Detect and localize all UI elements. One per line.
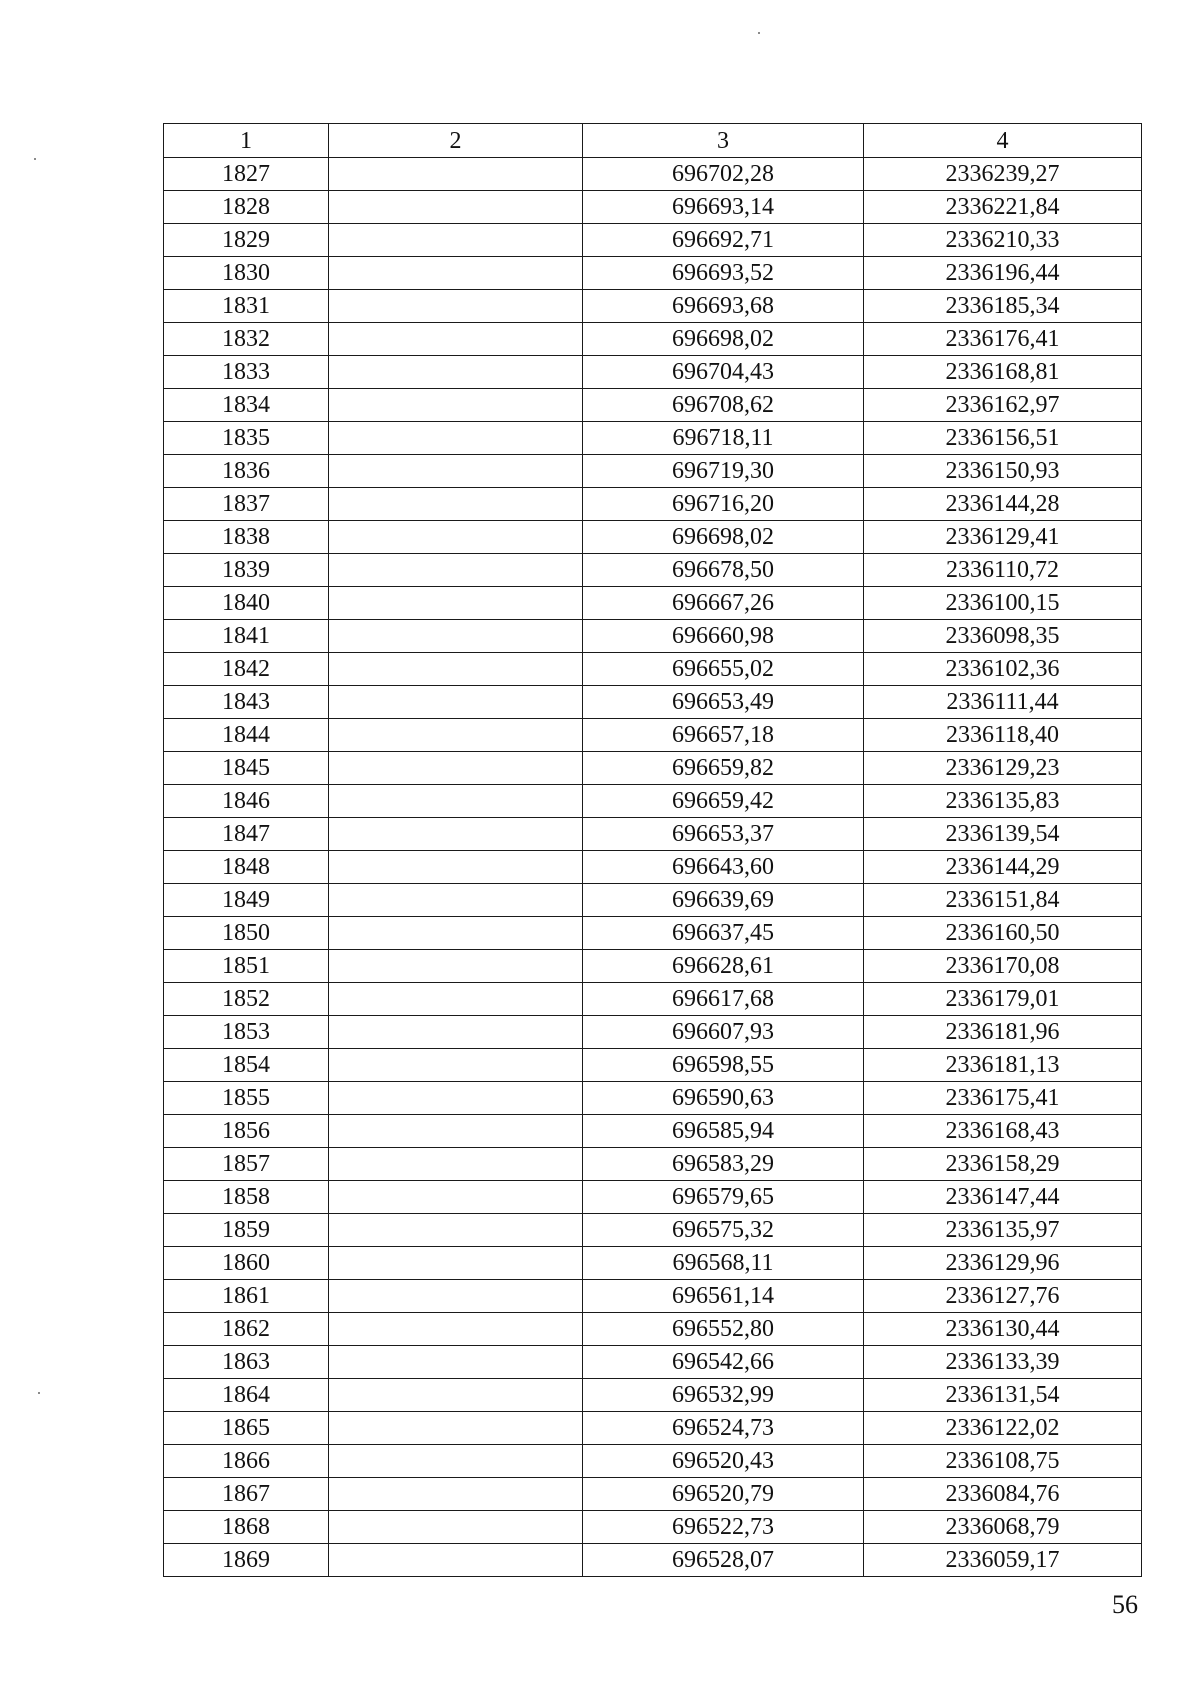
empty-cell <box>329 1478 583 1511</box>
x-coordinate-cell: 696575,32 <box>583 1214 864 1247</box>
point-number-cell: 1863 <box>164 1346 329 1379</box>
y-coordinate-cell: 2336059,17 <box>864 1544 1142 1577</box>
empty-cell <box>329 323 583 356</box>
y-coordinate-cell: 2336068,79 <box>864 1511 1142 1544</box>
point-number-cell: 1841 <box>164 620 329 653</box>
table-row <box>164 290 1142 323</box>
table-row <box>164 455 1142 488</box>
point-number-cell: 1847 <box>164 818 329 851</box>
table-row <box>164 488 1142 521</box>
point-number-cell: 1827 <box>164 158 329 191</box>
empty-cell <box>329 917 583 950</box>
point-number-cell: 1838 <box>164 521 329 554</box>
x-coordinate-cell: 696693,14 <box>583 191 864 224</box>
table-row <box>164 257 1142 290</box>
y-coordinate-cell: 2336108,75 <box>864 1445 1142 1478</box>
empty-cell <box>329 521 583 554</box>
x-coordinate-cell: 696693,68 <box>583 290 864 323</box>
empty-cell <box>329 818 583 851</box>
point-number-cell: 1858 <box>164 1181 329 1214</box>
table-row <box>164 521 1142 554</box>
y-coordinate-cell: 2336185,34 <box>864 290 1142 323</box>
table-row <box>164 323 1142 356</box>
scan-speck <box>38 1392 40 1394</box>
x-coordinate-cell: 696598,55 <box>583 1049 864 1082</box>
point-number-cell: 1867 <box>164 1478 329 1511</box>
point-number-cell: 1829 <box>164 224 329 257</box>
x-coordinate-cell: 696637,45 <box>583 917 864 950</box>
table-row <box>164 1379 1142 1412</box>
point-number-cell: 1864 <box>164 1379 329 1412</box>
empty-cell <box>329 983 583 1016</box>
x-coordinate-cell: 696698,02 <box>583 323 864 356</box>
table-header-row <box>164 124 1142 158</box>
empty-cell <box>329 1148 583 1181</box>
table-row <box>164 620 1142 653</box>
x-coordinate-cell: 696653,37 <box>583 818 864 851</box>
empty-cell <box>329 653 583 686</box>
point-number-cell: 1869 <box>164 1544 329 1577</box>
empty-cell <box>329 686 583 719</box>
x-coordinate-cell: 696659,82 <box>583 752 864 785</box>
x-coordinate-cell: 696607,93 <box>583 1016 864 1049</box>
table-row <box>164 686 1142 719</box>
empty-cell <box>329 884 583 917</box>
table-row <box>164 785 1142 818</box>
table-row <box>164 1511 1142 1544</box>
table-row <box>164 1016 1142 1049</box>
table-row <box>164 1478 1142 1511</box>
table-row <box>164 950 1142 983</box>
y-coordinate-cell: 2336150,93 <box>864 455 1142 488</box>
point-number-cell: 1833 <box>164 356 329 389</box>
empty-cell <box>329 191 583 224</box>
x-coordinate-cell: 696520,43 <box>583 1445 864 1478</box>
point-number-cell: 1828 <box>164 191 329 224</box>
y-coordinate-cell: 2336239,27 <box>864 158 1142 191</box>
y-coordinate-cell: 2336221,84 <box>864 191 1142 224</box>
table-row <box>164 719 1142 752</box>
point-number-cell: 1866 <box>164 1445 329 1478</box>
empty-cell <box>329 1544 583 1577</box>
scan-speck <box>34 158 36 160</box>
empty-cell <box>329 587 583 620</box>
empty-cell <box>329 1181 583 1214</box>
coordinates-table <box>163 123 1142 1577</box>
x-coordinate-cell: 696639,69 <box>583 884 864 917</box>
empty-cell <box>329 1445 583 1478</box>
y-coordinate-cell: 2336100,15 <box>864 587 1142 620</box>
point-number-cell: 1854 <box>164 1049 329 1082</box>
point-number-cell: 1849 <box>164 884 329 917</box>
empty-cell <box>329 257 583 290</box>
y-coordinate-cell: 2336168,43 <box>864 1115 1142 1148</box>
point-number-cell: 1850 <box>164 917 329 950</box>
x-coordinate-cell: 696579,65 <box>583 1181 864 1214</box>
column-header-4: 4 <box>864 124 1142 158</box>
x-coordinate-cell: 696653,49 <box>583 686 864 719</box>
coordinates-table-body <box>164 124 1142 1577</box>
table-row <box>164 554 1142 587</box>
x-coordinate-cell: 696590,63 <box>583 1082 864 1115</box>
table-row <box>164 224 1142 257</box>
y-coordinate-cell: 2336139,54 <box>864 818 1142 851</box>
x-coordinate-cell: 696561,14 <box>583 1280 864 1313</box>
y-coordinate-cell: 2336133,39 <box>864 1346 1142 1379</box>
y-coordinate-cell: 2336130,44 <box>864 1313 1142 1346</box>
x-coordinate-cell: 696552,80 <box>583 1313 864 1346</box>
x-coordinate-cell: 696520,79 <box>583 1478 864 1511</box>
empty-cell <box>329 1247 583 1280</box>
point-number-cell: 1861 <box>164 1280 329 1313</box>
y-coordinate-cell: 2336110,72 <box>864 554 1142 587</box>
empty-cell <box>329 1082 583 1115</box>
table-row <box>164 917 1142 950</box>
point-number-cell: 1856 <box>164 1115 329 1148</box>
y-coordinate-cell: 2336102,36 <box>864 653 1142 686</box>
x-coordinate-cell: 696698,02 <box>583 521 864 554</box>
empty-cell <box>329 1280 583 1313</box>
x-coordinate-cell: 696702,28 <box>583 158 864 191</box>
y-coordinate-cell: 2336122,02 <box>864 1412 1142 1445</box>
y-coordinate-cell: 2336084,76 <box>864 1478 1142 1511</box>
empty-cell <box>329 752 583 785</box>
point-number-cell: 1843 <box>164 686 329 719</box>
y-coordinate-cell: 2336158,29 <box>864 1148 1142 1181</box>
table-row <box>164 1247 1142 1280</box>
x-coordinate-cell: 696524,73 <box>583 1412 864 1445</box>
point-number-cell: 1837 <box>164 488 329 521</box>
table-row <box>164 884 1142 917</box>
y-coordinate-cell: 2336156,51 <box>864 422 1142 455</box>
y-coordinate-cell: 2336196,44 <box>864 257 1142 290</box>
empty-cell <box>329 1313 583 1346</box>
y-coordinate-cell: 2336129,41 <box>864 521 1142 554</box>
x-coordinate-cell: 696628,61 <box>583 950 864 983</box>
empty-cell <box>329 1511 583 1544</box>
point-number-cell: 1834 <box>164 389 329 422</box>
table-row <box>164 1214 1142 1247</box>
empty-cell <box>329 1214 583 1247</box>
y-coordinate-cell: 2336168,81 <box>864 356 1142 389</box>
table-row <box>164 1445 1142 1478</box>
empty-cell <box>329 455 583 488</box>
y-coordinate-cell: 2336131,54 <box>864 1379 1142 1412</box>
table-row <box>164 587 1142 620</box>
empty-cell <box>329 290 583 323</box>
table-row <box>164 1544 1142 1577</box>
x-coordinate-cell: 696522,73 <box>583 1511 864 1544</box>
empty-cell <box>329 1346 583 1379</box>
empty-cell <box>329 851 583 884</box>
point-number-cell: 1853 <box>164 1016 329 1049</box>
x-coordinate-cell: 696542,66 <box>583 1346 864 1379</box>
point-number-cell: 1835 <box>164 422 329 455</box>
point-number-cell: 1836 <box>164 455 329 488</box>
point-number-cell: 1840 <box>164 587 329 620</box>
table-row <box>164 752 1142 785</box>
table-row <box>164 191 1142 224</box>
table-row <box>164 1082 1142 1115</box>
x-coordinate-cell: 696659,42 <box>583 785 864 818</box>
x-coordinate-cell: 696655,02 <box>583 653 864 686</box>
point-number-cell: 1865 <box>164 1412 329 1445</box>
x-coordinate-cell: 696693,52 <box>583 257 864 290</box>
empty-cell <box>329 224 583 257</box>
table-row <box>164 1313 1142 1346</box>
empty-cell <box>329 1379 583 1412</box>
empty-cell <box>329 158 583 191</box>
table-row <box>164 851 1142 884</box>
table-row <box>164 653 1142 686</box>
x-coordinate-cell: 696617,68 <box>583 983 864 1016</box>
x-coordinate-cell: 696568,11 <box>583 1247 864 1280</box>
table-row <box>164 1181 1142 1214</box>
empty-cell <box>329 950 583 983</box>
column-header-1: 1 <box>164 124 329 158</box>
y-coordinate-cell: 2336144,28 <box>864 488 1142 521</box>
x-coordinate-cell: 696708,62 <box>583 389 864 422</box>
x-coordinate-cell: 696528,07 <box>583 1544 864 1577</box>
point-number-cell: 1868 <box>164 1511 329 1544</box>
x-coordinate-cell: 696660,98 <box>583 620 864 653</box>
empty-cell <box>329 1049 583 1082</box>
empty-cell <box>329 389 583 422</box>
table-row <box>164 356 1142 389</box>
point-number-cell: 1830 <box>164 257 329 290</box>
point-number-cell: 1852 <box>164 983 329 1016</box>
y-coordinate-cell: 2336181,13 <box>864 1049 1142 1082</box>
point-number-cell: 1839 <box>164 554 329 587</box>
empty-cell <box>329 1016 583 1049</box>
table-row <box>164 983 1142 1016</box>
y-coordinate-cell: 2336175,41 <box>864 1082 1142 1115</box>
empty-cell <box>329 785 583 818</box>
empty-cell <box>329 488 583 521</box>
y-coordinate-cell: 2336098,35 <box>864 620 1142 653</box>
table-row <box>164 1280 1142 1313</box>
y-coordinate-cell: 2336111,44 <box>864 686 1142 719</box>
x-coordinate-cell: 696667,26 <box>583 587 864 620</box>
point-number-cell: 1855 <box>164 1082 329 1115</box>
table-row <box>164 158 1142 191</box>
y-coordinate-cell: 2336210,33 <box>864 224 1142 257</box>
point-number-cell: 1832 <box>164 323 329 356</box>
y-coordinate-cell: 2336135,83 <box>864 785 1142 818</box>
x-coordinate-cell: 696692,71 <box>583 224 864 257</box>
point-number-cell: 1848 <box>164 851 329 884</box>
x-coordinate-cell: 696678,50 <box>583 554 864 587</box>
table-row <box>164 389 1142 422</box>
empty-cell <box>329 356 583 389</box>
x-coordinate-cell: 696716,20 <box>583 488 864 521</box>
y-coordinate-cell: 2336118,40 <box>864 719 1142 752</box>
y-coordinate-cell: 2336129,23 <box>864 752 1142 785</box>
y-coordinate-cell: 2336162,97 <box>864 389 1142 422</box>
x-coordinate-cell: 696585,94 <box>583 1115 864 1148</box>
page-number: 56 <box>1112 1590 1138 1619</box>
point-number-cell: 1842 <box>164 653 329 686</box>
point-number-cell: 1859 <box>164 1214 329 1247</box>
empty-cell <box>329 620 583 653</box>
point-number-cell: 1845 <box>164 752 329 785</box>
column-header-3: 3 <box>583 124 864 158</box>
table-row <box>164 1412 1142 1445</box>
empty-cell <box>329 554 583 587</box>
point-number-cell: 1862 <box>164 1313 329 1346</box>
point-number-cell: 1846 <box>164 785 329 818</box>
y-coordinate-cell: 2336176,41 <box>864 323 1142 356</box>
x-coordinate-cell: 696704,43 <box>583 356 864 389</box>
x-coordinate-cell: 696583,29 <box>583 1148 864 1181</box>
y-coordinate-cell: 2336127,76 <box>864 1280 1142 1313</box>
table-row <box>164 422 1142 455</box>
point-number-cell: 1844 <box>164 719 329 752</box>
y-coordinate-cell: 2336170,08 <box>864 950 1142 983</box>
column-header-2: 2 <box>329 124 583 158</box>
table-row <box>164 1115 1142 1148</box>
x-coordinate-cell: 696643,60 <box>583 851 864 884</box>
table-row <box>164 1148 1142 1181</box>
table-row <box>164 818 1142 851</box>
y-coordinate-cell: 2336181,96 <box>864 1016 1142 1049</box>
table-row <box>164 1049 1142 1082</box>
y-coordinate-cell: 2336135,97 <box>864 1214 1142 1247</box>
scan-speck <box>758 32 760 34</box>
x-coordinate-cell: 696718,11 <box>583 422 864 455</box>
point-number-cell: 1860 <box>164 1247 329 1280</box>
empty-cell <box>329 1115 583 1148</box>
y-coordinate-cell: 2336144,29 <box>864 851 1142 884</box>
empty-cell <box>329 719 583 752</box>
y-coordinate-cell: 2336147,44 <box>864 1181 1142 1214</box>
point-number-cell: 1831 <box>164 290 329 323</box>
y-coordinate-cell: 2336179,01 <box>864 983 1142 1016</box>
x-coordinate-cell: 696532,99 <box>583 1379 864 1412</box>
x-coordinate-cell: 696719,30 <box>583 455 864 488</box>
y-coordinate-cell: 2336151,84 <box>864 884 1142 917</box>
x-coordinate-cell: 696657,18 <box>583 719 864 752</box>
y-coordinate-cell: 2336160,50 <box>864 917 1142 950</box>
table-row <box>164 1346 1142 1379</box>
y-coordinate-cell: 2336129,96 <box>864 1247 1142 1280</box>
point-number-cell: 1857 <box>164 1148 329 1181</box>
point-number-cell: 1851 <box>164 950 329 983</box>
empty-cell <box>329 1412 583 1445</box>
empty-cell <box>329 422 583 455</box>
